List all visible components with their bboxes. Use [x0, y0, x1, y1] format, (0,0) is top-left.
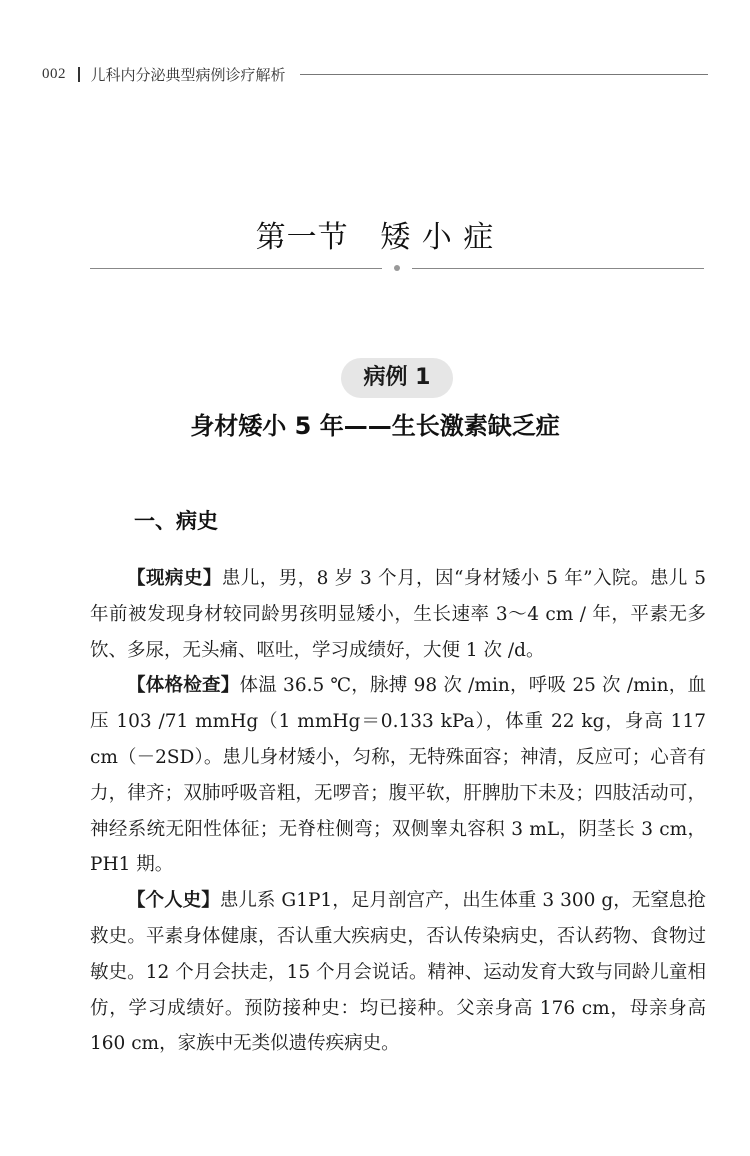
- divider-line-left: [90, 268, 382, 269]
- body-text: [90, 561, 706, 1062]
- header-rule: [300, 74, 708, 75]
- paragraph-label: 【个人史】: [127, 890, 220, 912]
- title-divider: [90, 262, 704, 274]
- paragraph-physical-exam: [90, 668, 706, 883]
- book-title: 儿科内分泌典型病例诊疗解析: [90, 65, 286, 84]
- divider-dot-icon: [394, 265, 400, 271]
- divider-line-right: [412, 268, 704, 269]
- history-heading: 一、病史: [134, 508, 218, 533]
- case-title: 身材矮小 5 年——生长激素缺乏症: [190, 412, 560, 440]
- paragraph-text: 体温 36.5 ℃，脉搏 98 次 /min，呼吸 25 次 /min，血压 103 /71 mmHg（1 mmHg＝0.133 kPa），体重 22 kg，身高 117 cm（－2SD）。患儿身材矮小，匀称，无特殊面容；神清，反应可；心音有力，律齐；双肺呼吸音粗，无啰音；腹平软，肝脾肋下未及；四肢活动可，神经系统无阳性体征；无脊柱侧弯；双侧睾丸容积 3 mL，阴茎长 3 cm，PH1 期。: [90, 675, 706, 876]
- paragraph-present-illness: [90, 561, 706, 668]
- paragraph-personal-history: [90, 883, 706, 1062]
- paragraph-label: 【现病史】: [127, 568, 222, 589]
- paragraph-text: 患儿，男，8 岁 3 个月，因“身材矮小 5 年”入院。患儿 5 年前被发现身材较同龄男孩明显矮小，生长速率 3～4 cm / 年，平素无多饮、多尿，无头痛、呕吐，学习成绩好，大便 1 次 /d。: [90, 568, 706, 661]
- section-title: 第一节 矮 小 症: [255, 220, 495, 255]
- running-header: [42, 63, 708, 85]
- paragraph-label: 【体格检查】: [127, 675, 240, 697]
- case-badge: 病例 1: [341, 358, 453, 398]
- page-number: 002: [42, 65, 66, 82]
- paragraph-text: 患儿系 G1P1，足月剖宫产，出生体重 3 300 g，无窒息抢救史。平素身体健康，否认重大疾病史，否认传染病史，否认药物、食物过敏史。12 个月会扶走，15 个月会说话。精神、运动发育大致与同龄儿童相仿，学习成绩好。预防接种史：均已接种。父亲身高 176 cm，母亲身高 160 cm，家族中无类似遗传疾病史。: [90, 890, 706, 1055]
- header-separator: [78, 67, 80, 82]
